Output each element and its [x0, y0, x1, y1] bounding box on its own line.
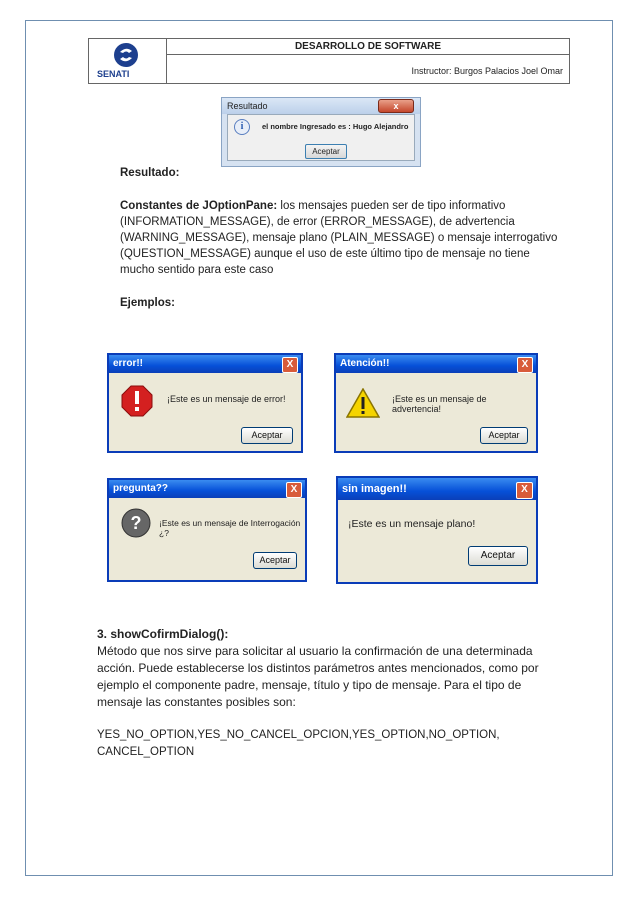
dialog-title: sin imagen!!: [338, 478, 536, 500]
senati-logo: [89, 39, 167, 83]
dialog-message: ¡Este es un mensaje de advertencia!: [392, 394, 487, 414]
close-button[interactable]: X: [517, 357, 533, 373]
warning-icon: [346, 388, 380, 418]
plain-dialog: [336, 476, 538, 584]
accept-button[interactable]: Aceptar: [253, 552, 297, 569]
accept-button[interactable]: Aceptar: [468, 546, 528, 566]
warning-dialog: [334, 353, 538, 453]
dialog-title: Atención!!: [336, 355, 536, 373]
section3-line2: acción. Puede establecerse los distintos parámetros antes mencionados, como por: [97, 661, 539, 675]
constants-line1: YES_NO_OPTION,YES_NO_CANCEL_OPCION,YES_OPTION,NO_OPTION,: [97, 729, 500, 741]
resultado-dialog: [221, 97, 421, 167]
logo-text: SENATI: [97, 69, 130, 79]
question-dialog: [107, 478, 307, 582]
error-icon: [121, 385, 153, 417]
header-instructor: Instructor: Burgos Palacios Joel Omar: [411, 66, 563, 76]
dialog-message: ¡Este es un mensaje plano!: [348, 518, 476, 530]
error-dialog: [107, 353, 303, 453]
dialog-message: ¡Este es un mensaje de Interrogación ¿?: [159, 518, 301, 538]
constants-line2: CANCEL_OPTION: [97, 746, 195, 758]
constantes-line3: (WARNING_MESSAGE), mensaje plano (PLAIN_MESSAGE) o mensaje interrogativo: [120, 232, 558, 244]
svg-text:?: ?: [130, 513, 142, 533]
question-icon: [121, 508, 151, 538]
resultado-label: Resultado:: [120, 167, 180, 179]
senati-emblem-icon: [113, 42, 139, 68]
dialog-title: Resultado: [222, 98, 420, 114]
section3-line4: mensaje las constantes posibles son:: [97, 695, 296, 709]
dialog-title: error!!: [109, 355, 301, 373]
constantes-lead: Constantes de JOptionPane:: [120, 200, 278, 212]
accept-button[interactable]: Aceptar: [241, 427, 293, 444]
constantes-line2: (INFORMATION_MESSAGE), de error (ERROR_MESSAGE), de advertencia: [120, 216, 515, 228]
dialog-title: pregunta??: [109, 480, 305, 498]
section3-line1: Método que nos sirve para solicitar al usuario la confirmación de una determinada: [97, 644, 533, 658]
close-button[interactable]: X: [286, 482, 302, 498]
document-header: [88, 38, 570, 84]
close-button[interactable]: X: [516, 482, 533, 499]
close-button[interactable]: x: [378, 99, 414, 113]
dialog-message: ¡Este es un mensaje de error!: [167, 394, 286, 404]
constantes-line4: (QUESTION_MESSAGE) aunque el uso de este último tipo de mensaje no tiene: [120, 248, 530, 260]
ejemplos-label: Ejemplos:: [120, 297, 175, 309]
accept-button[interactable]: Aceptar: [480, 427, 528, 444]
constantes-line1: Constantes de JOptionPane: los mensajes pueden ser de tipo informativo: [120, 200, 506, 212]
accept-button[interactable]: Aceptar: [305, 144, 347, 159]
section3-heading: 3. showCofirmDialog():: [97, 627, 229, 641]
header-title: DESARROLLO DE SOFTWARE: [167, 39, 569, 55]
dialog-message: el nombre Ingresado es : Hugo Alejandro: [262, 122, 409, 131]
constantes-line5: mucho sentido para este caso: [120, 264, 274, 276]
close-button[interactable]: X: [282, 357, 298, 373]
info-icon: i: [234, 119, 250, 135]
section3-line3: ejemplo el componente padre, mensaje, título y tipo de mensaje. Para el tipo de: [97, 678, 522, 692]
